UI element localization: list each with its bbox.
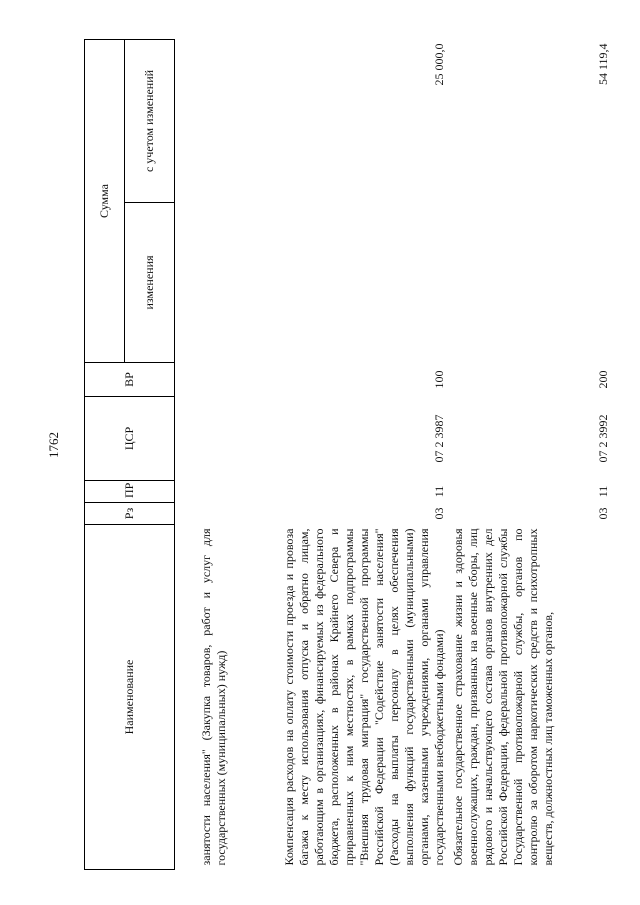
row-total <box>175 39 231 202</box>
rotated-table-wrapper <box>84 40 612 870</box>
row-csr: 07 2 3987 <box>431 414 446 463</box>
header-pr: ПР <box>85 481 175 503</box>
header-csr: ЦСР <box>85 397 175 481</box>
header-sum-change: изменения <box>125 203 175 363</box>
header-sum: Сумма <box>85 39 125 362</box>
header-sum-total: с учетом изменений <box>125 39 175 202</box>
table-row <box>175 39 231 869</box>
row-rz <box>175 503 231 525</box>
page-number: 1762 <box>46 432 61 458</box>
row-csr: 07 2 3992 <box>595 414 610 463</box>
row-name: Компенсация расходов на оплату стоимости проезда и провоза багажа к месту использования отпуска и обратно лицам, работающим в организациях, финансируемых из федерального бюджета, расположенных в районах Крайнего Севера и приравненных к ним местностях, в рамках подпрограммы "Внешняя трудовая миграция" государственной программы Российской Федерации "Содействие занятости населения" (Расходы на выплаты персоналу в целях обеспечения выполнения функций государственными (муниципальными) органами, казенными учреждениями, органами управления государственными внебюджетными фондами) <box>281 528 446 866</box>
budget-table <box>84 39 613 870</box>
row-vr <box>175 363 231 397</box>
row-pr: 11 <box>431 485 446 498</box>
row-total: 54 119,4 <box>595 43 610 86</box>
header-rz: Рз <box>85 503 175 525</box>
row-vr: 100 <box>431 370 446 389</box>
header-vr: ВР <box>85 363 175 397</box>
row-pr: 11 <box>595 485 610 498</box>
row-pr <box>175 481 231 503</box>
row-change <box>449 203 613 363</box>
row-rz: 03 <box>595 507 610 520</box>
header-row-1 <box>85 39 125 869</box>
row-name: Обязательное государственное страхование жизни и здоровья военнослужащих, граждан, призванных на военные сборы, лиц рядового и начальствующего состава органов внутренних дел Российской Федерации, федеральной противопожарной службы Государственной противопожарной службы, органов по контролю за оборотом наркотических средств и психотропных веществ, должностных лиц таможенных органов, <box>450 528 555 866</box>
row-csr <box>175 397 231 481</box>
row-total: 25 000,0 <box>431 43 446 86</box>
table-row <box>449 39 613 869</box>
header-name: Наименование <box>85 525 175 870</box>
row-change <box>231 203 449 363</box>
row-change <box>175 203 231 363</box>
row-name: занятости населения" (Закупка товаров, работ и услуг для государственных (муниципальных) нужд) <box>198 528 228 866</box>
row-vr: 200 <box>595 370 610 389</box>
row-rz: 03 <box>431 507 446 520</box>
table-row <box>231 39 449 869</box>
